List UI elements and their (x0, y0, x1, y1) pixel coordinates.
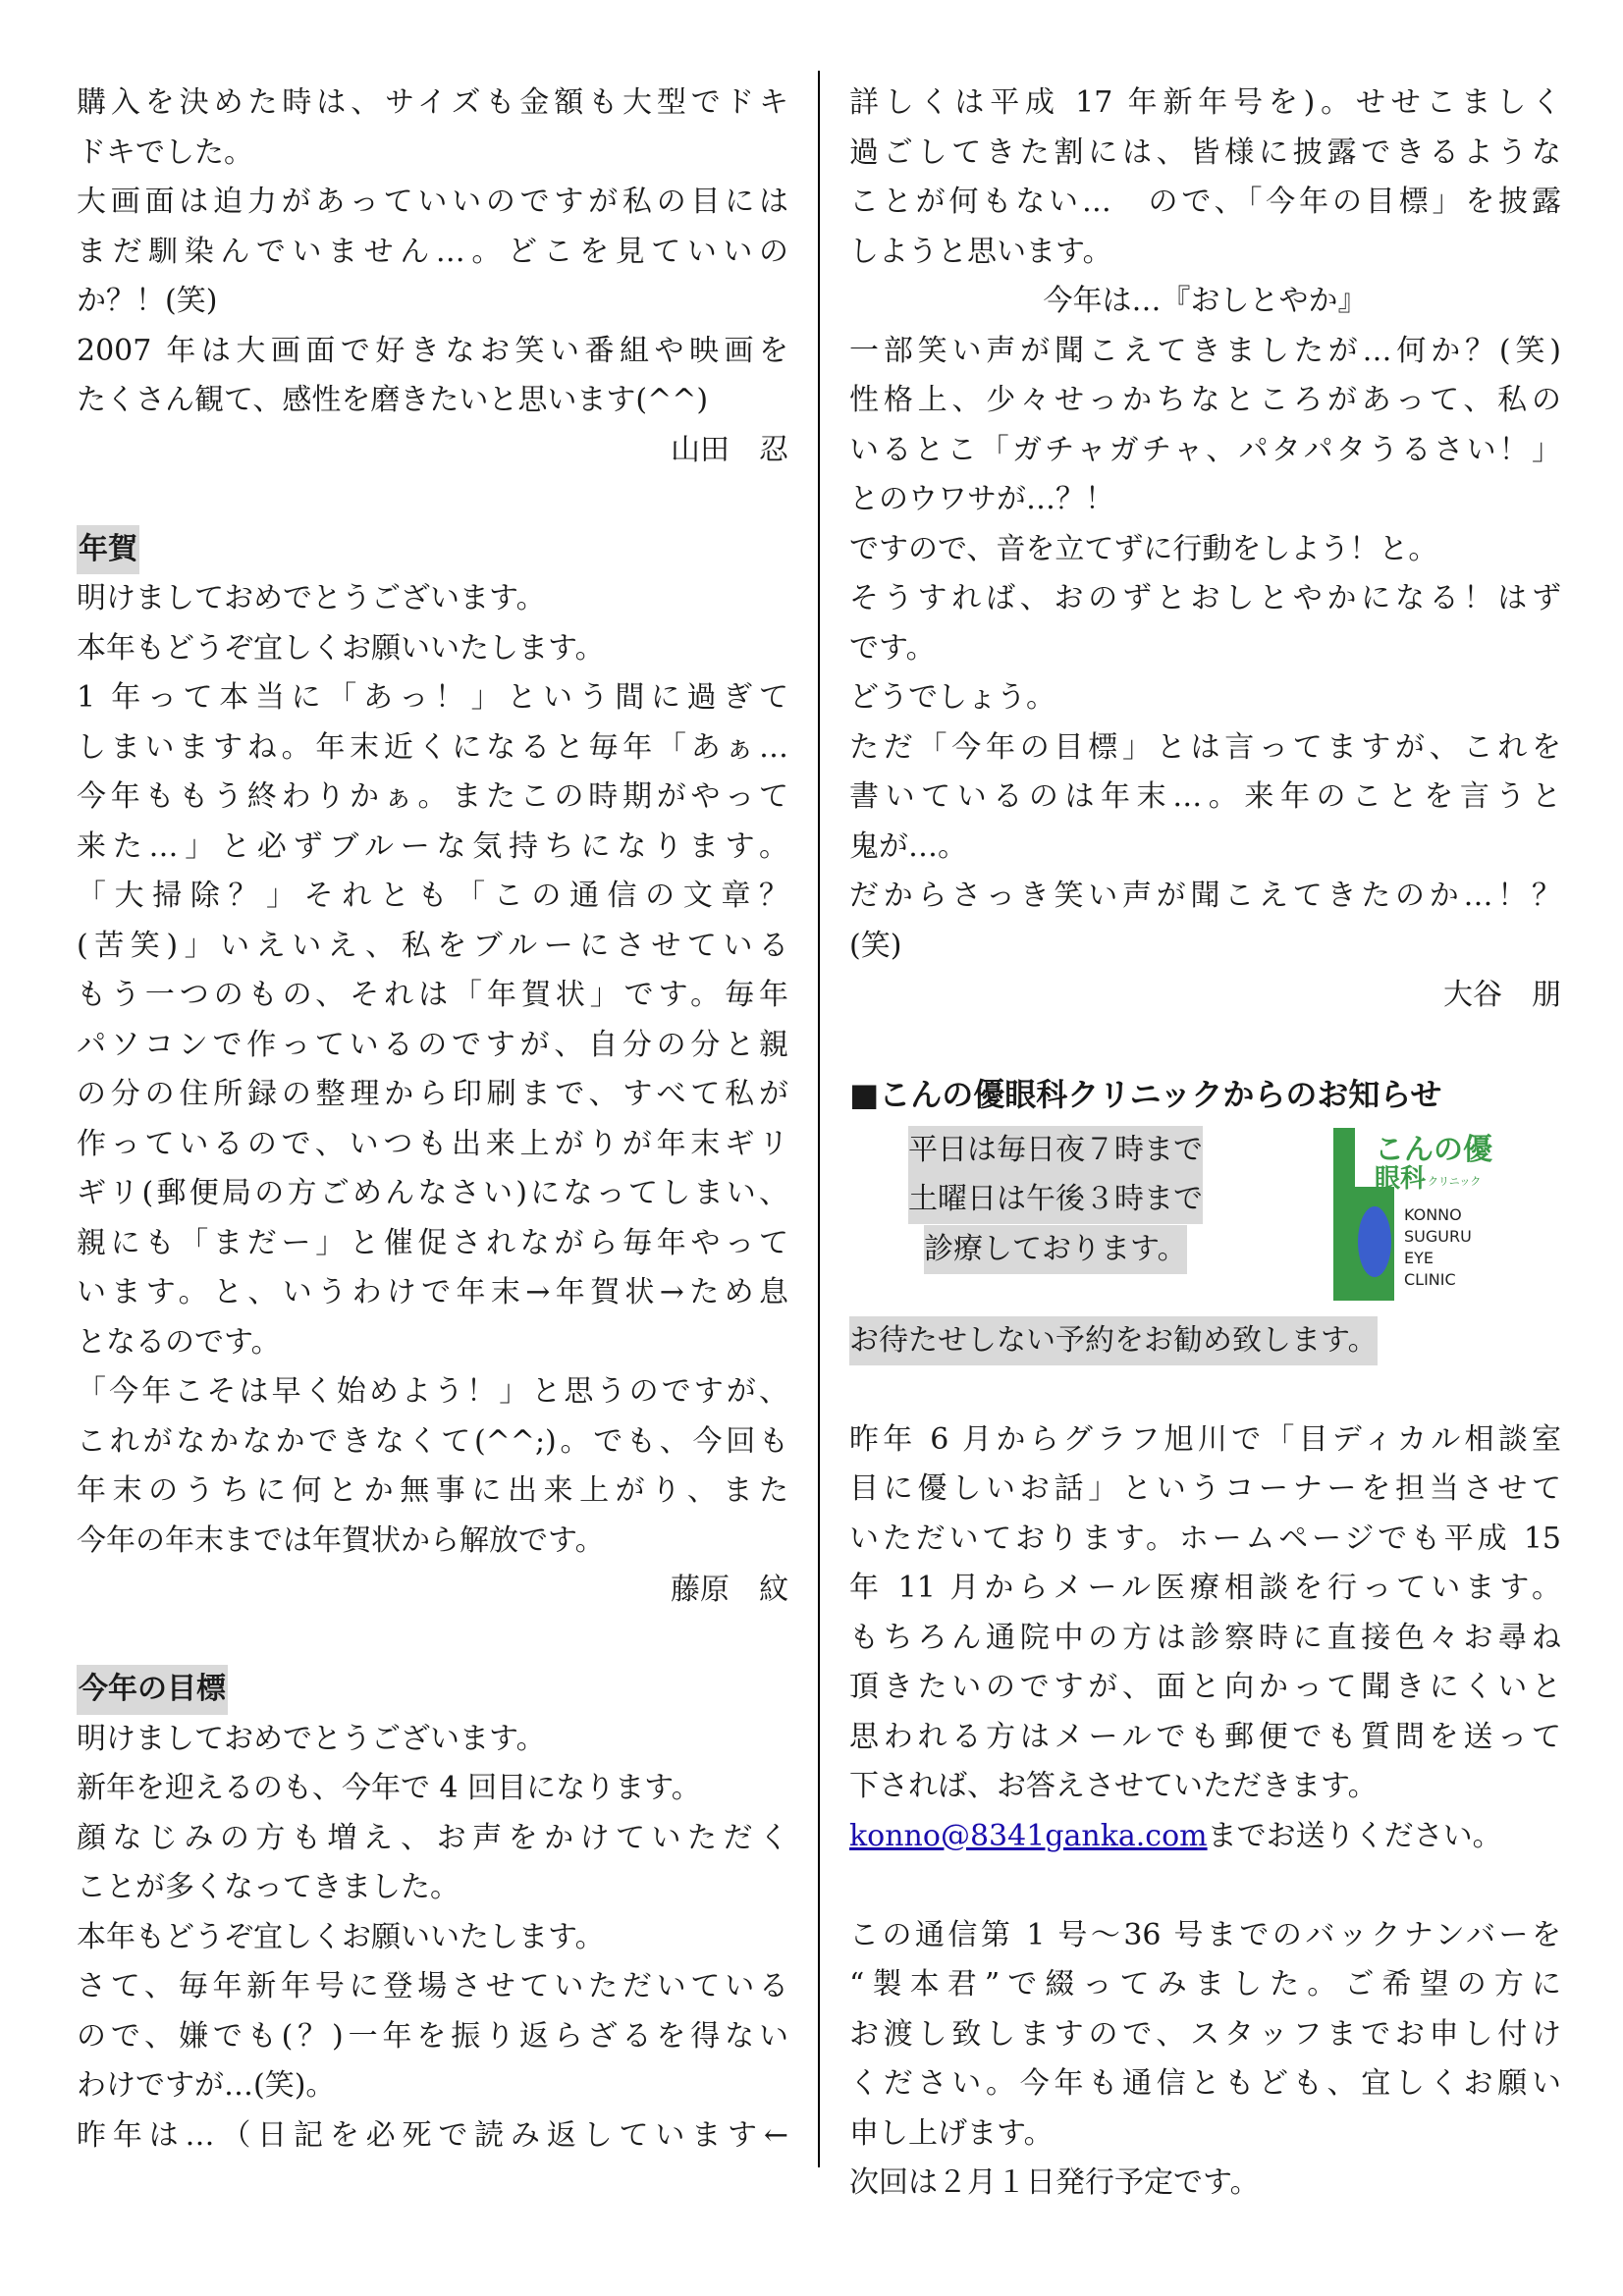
text-line: 今年ももう終わりかぁ。またこの時期がやって (77, 779, 788, 814)
author-name: 藤原 紋 (671, 1573, 788, 1607)
text-line: ことが多くなってきました。 (77, 1870, 460, 1904)
text-line: どうでしょう。 (849, 680, 1055, 715)
text-line: 今年の年末までは年賀状から解放です。 (77, 1522, 605, 1558)
hours-line: 診療しております。 (924, 1225, 1187, 1274)
text-line: パソコンで作っているのですが、自分の分と親 (77, 1027, 788, 1062)
hours-line: 土曜日は午後３時まで (908, 1175, 1203, 1224)
text-line: ことが何もない… ので、「今年の目標」を披露 (849, 185, 1561, 219)
text-line: 昨年 6 月からグラフ旭川で「目ディカル相談室 (849, 1421, 1561, 1457)
column-divider (818, 71, 820, 2167)
backnumber-section (849, 1911, 1561, 2209)
text-line: 鬼が…。 (849, 828, 967, 864)
text-line: 年 11 月からメール医療相談を行っています。 (849, 1571, 1561, 1605)
text-line: 1 年って本当に「あっ！」という間に過ぎて (77, 680, 788, 715)
text-line: 年末のうちに何とか無事に出来上がり、また (77, 1473, 788, 1508)
text-line: 書いているのは年末…。来年のことを言うと (849, 779, 1561, 814)
text-line: 頂きたいのですが、面と向かって聞きにくいと (849, 1670, 1561, 1704)
text-line: まだ馴染んでいません…。どこを見ていいの (77, 234, 788, 269)
text-line: 目に優しいお話」というコーナーを担当させて (849, 1471, 1561, 1506)
text-line: 性格上、少々せっかちなところがあって、私の (849, 383, 1561, 417)
section-heading: 年賀 (77, 525, 139, 575)
text-line: 2007 年は大画面で好きなお笑い番組や映画を (77, 333, 788, 368)
notice-title: ■こんの優眼科クリニックからのお知らせ (849, 1076, 1442, 1113)
text-line: いるとこ「ガチャガチャ、パタパタうるさい！」 (849, 432, 1561, 467)
text-line: わけですが…(笑)。 (77, 2068, 336, 2103)
text-line: ですので、音を立てずに行動をしよう！と。 (849, 531, 1438, 566)
logo-en: KONNO (1404, 1204, 1462, 1224)
text-line: 顔なじみの方も増え、お声をかけていただく (77, 1820, 788, 1855)
logo-name: こんの優 (1375, 1132, 1492, 1167)
text-line: います。と、いうわけで年末→年賀状→ため息 (77, 1275, 788, 1309)
text-line: の分の住所録の整理から印刷まで、すべて私が (77, 1077, 788, 1111)
text-line: 明けましておめでとうございます。 (77, 581, 546, 615)
text-line: ただ「今年の目標」とは言ってますが、これを (849, 729, 1561, 765)
text-line: です。 (849, 630, 936, 666)
text-line: 一部笑い声が聞こえてきましたが…何か？(笑) (849, 333, 1561, 368)
goal-continued (849, 79, 1561, 1021)
text-line: 明けましておめでとうございます。 (77, 1721, 546, 1756)
text-line: 申し上げます。 (849, 2115, 1054, 2151)
text-line: ドキでした。 (77, 134, 253, 170)
author-name: 大谷 朋 (1443, 978, 1561, 1012)
text-line: (笑) (849, 928, 902, 963)
text-line: 来た…」と必ずブルーな気持ちになります。 (77, 828, 788, 864)
logo-en: EYE (1404, 1248, 1434, 1267)
text-line: これがなかなかできなくて(^^;)。でも、今回も (77, 1423, 788, 1459)
hours-line: 平日は毎日夜７時まで (908, 1126, 1203, 1175)
email-link[interactable]: konno@8341ganka.com (849, 1818, 1208, 1853)
text-line: 新年を迎えるのも、今年で 4 回目になります。 (77, 1771, 701, 1805)
text-line: 本年もどうぞ宜しくお願いいたします。 (77, 630, 605, 666)
reservation-note: お待たせしない予約をお勧め致します。 (849, 1316, 1378, 1366)
email-suffix: までお送りください。 (1207, 1818, 1502, 1853)
text-line: もちろん通院中の方は診察時に直接色々お尋ね (849, 1620, 1561, 1655)
right-column (849, 79, 1561, 2209)
text-line: (苦笑)」いえいえ、私をブルーにさせている (77, 928, 788, 963)
text-line: そうすれば、おのずとおしとやかになる！はず (849, 581, 1561, 615)
text-line: 下されば、お答えさせていただきます。 (849, 1769, 1378, 1803)
text-line: この通信第 1 号～36 号までのバックナンバーを (849, 1917, 1561, 1952)
text-line: たくさん観て、感性を磨きたいと思います(^^) (77, 383, 709, 417)
clinic-logo (1333, 1128, 1502, 1301)
text-line: いただいております。ホームページでも平成 15 (849, 1521, 1561, 1556)
author-name: 山田 忍 (671, 432, 788, 467)
text-line: しまいますね。年末近くになると毎年「あぁ… (77, 729, 788, 765)
logo-name: 眼科 (1375, 1163, 1427, 1194)
text-line: “製本君”で綴ってみました。ご希望の方に (849, 1967, 1561, 2002)
text-line: ので、嫌でも(？)一年を振り返らざるを得ない (77, 2018, 788, 2054)
text-line: 購入を決めた時は、サイズも金額も大型でドキ (77, 85, 788, 120)
text-line: 昨年は…（日記を必死で読み返しています← (77, 2117, 788, 2153)
text-line: 「今年こそは早く始めよう！」と思うのですが、 (77, 1374, 788, 1409)
text-line: か？！(笑) (77, 284, 218, 318)
consult-section (849, 1415, 1561, 1862)
hours-box (849, 1120, 1561, 1316)
text-line: 作っているので、いつも出来上がりが年末ギリ (77, 1126, 788, 1161)
text-line: 思われる方はメールでも郵便でも質問を送って (849, 1719, 1561, 1754)
clinic-notice (849, 1070, 1561, 1365)
logo-en: SUGURU (1404, 1226, 1472, 1246)
text-line: 過ごしてきた割には、皆様に披露できるような (849, 134, 1561, 170)
text-line: もう一つのもの、それは「年賀状」です。毎年 (77, 978, 788, 1012)
text-line: ギリ(郵便局の方ごめんなさい)になってしまい、 (77, 1176, 788, 1210)
text-line: 「大掃除？」それとも「この通信の文章？ (77, 879, 788, 913)
clinic-hours (908, 1126, 1242, 1275)
text-line: 本年もどうぞ宜しくお願いいたします。 (77, 1919, 605, 1954)
logo-name: クリニック (1428, 1174, 1482, 1188)
text-line: だからさっき笑い声が聞こえてきたのか…！？ (849, 879, 1561, 913)
text-line: となるのです。 (77, 1324, 281, 1360)
text-line: 詳しくは平成 17 年新年号を)。せせこましく (849, 85, 1561, 120)
email-line (849, 1812, 1561, 1862)
text-line: さて、毎年新年号に登場させていただいている (77, 1969, 788, 2003)
text-line: 次回は２月１日発行予定です。 (849, 2165, 1260, 2200)
text-line: とのウワサが…？！ (849, 482, 1114, 516)
goal-statement: 今年は…『おしとやか』 (1043, 284, 1368, 318)
goal-section (77, 1665, 788, 2161)
left-column (77, 79, 788, 2161)
logo-en: CLINIC (1404, 1269, 1456, 1289)
text-line: 大画面は迫力があっていいのですが私の目には (77, 185, 788, 219)
section-heading: 今年の目標 (77, 1665, 228, 1715)
text-line: ください。今年も通信ともども、宜しくお願い (849, 2066, 1561, 2101)
nenga-section (77, 525, 788, 1616)
text-line: お渡し致しますので、スタッフまでお申し付け (849, 2016, 1561, 2052)
text-line: 親にも「まだー」と催促されながら毎年やって (77, 1225, 788, 1260)
intro-section (77, 79, 788, 475)
text-line: しようと思います。 (849, 234, 1112, 269)
